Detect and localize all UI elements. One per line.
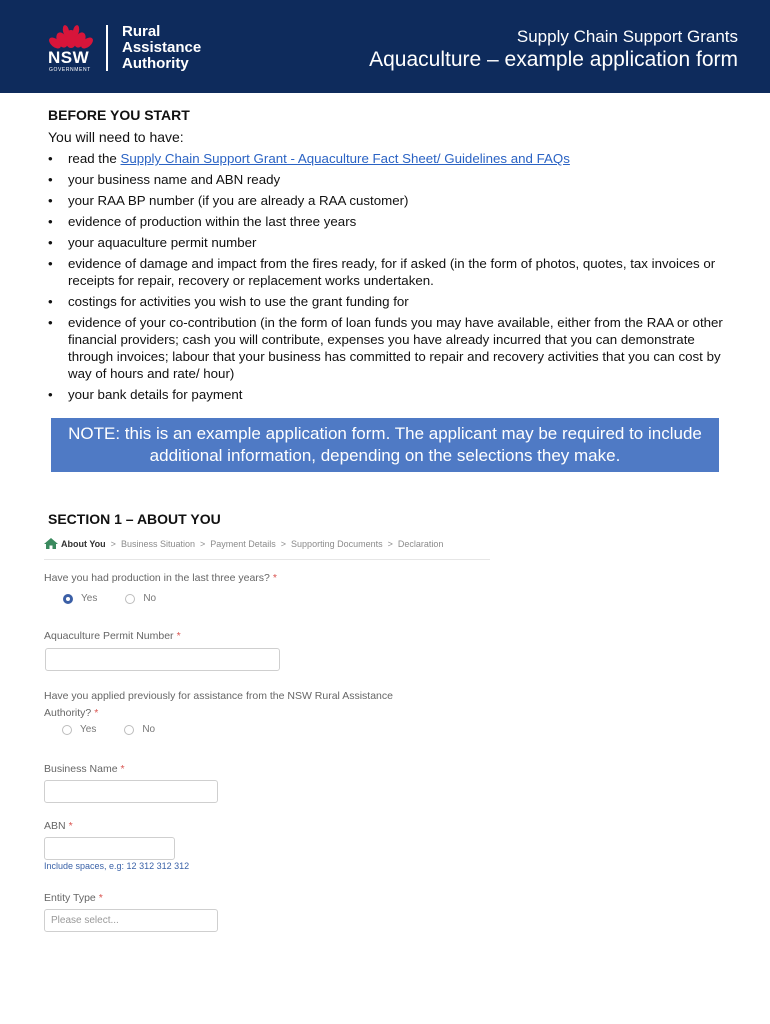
bullet-icon: • bbox=[48, 256, 53, 271]
fact-sheet-link[interactable]: Supply Chain Support Grant - Aquaculture Fact Sheet/ Guidelines and FAQs bbox=[120, 151, 570, 166]
applied-previously-label bbox=[44, 688, 393, 722]
header-title: Aquaculture – example application form bbox=[369, 48, 738, 71]
bullet-icon: • bbox=[48, 235, 53, 250]
required-mark: * bbox=[98, 892, 103, 904]
logo-org-name bbox=[122, 24, 201, 72]
bullet-icon: • bbox=[48, 214, 53, 229]
breadcrumb-step-declaration[interactable]: Declaration bbox=[397, 539, 444, 549]
applied-yes-radio[interactable] bbox=[62, 725, 72, 735]
abn-input[interactable] bbox=[44, 837, 175, 860]
breadcrumb-step-supporting-documents[interactable]: Supporting Documents bbox=[291, 539, 383, 549]
permit-label-text: Aquaculture Permit Number bbox=[44, 630, 174, 642]
list-item bbox=[48, 255, 728, 289]
production-question-label bbox=[44, 572, 277, 584]
bullet-icon: • bbox=[48, 387, 53, 402]
list-item-text: your aquaculture permit number bbox=[68, 235, 257, 250]
abn-hint: Include spaces, e.g: 12 312 312 312 bbox=[44, 861, 190, 871]
entity-type-placeholder: Please select... bbox=[51, 915, 119, 926]
breadcrumb-separator: > bbox=[387, 539, 393, 549]
applied-no-label: No bbox=[142, 724, 156, 735]
applied-no-option[interactable] bbox=[124, 724, 155, 735]
list-item bbox=[48, 314, 728, 382]
list-item bbox=[48, 386, 728, 403]
production-no-radio[interactable] bbox=[125, 594, 135, 604]
page-header bbox=[0, 0, 770, 93]
logo-org-line-2: Assistance bbox=[122, 39, 202, 56]
required-mark: * bbox=[120, 763, 125, 775]
nsw-raa-logo bbox=[46, 23, 226, 75]
applied-previously-label-line-1: Have you applied previously for assistance from the NSW Rural Assistance bbox=[44, 690, 393, 702]
example-form-note: NOTE: this is an example application form. The applicant may be required to include additional information, depending on the selections they make. bbox=[51, 418, 719, 472]
home-icon bbox=[44, 538, 58, 549]
business-name-input[interactable] bbox=[44, 780, 218, 803]
abn-label-text: ABN bbox=[44, 820, 66, 832]
applied-previously-label-line-2: Authority? bbox=[44, 707, 92, 719]
list-item-text: evidence of damage and impact from the fires ready, for if asked (in the form of photos, quotes, tax invoices or receipts for repair, recovery or replacement works undertaken. bbox=[68, 256, 716, 288]
form-steps-breadcrumb bbox=[44, 538, 490, 560]
production-yes-label: Yes bbox=[81, 593, 98, 604]
entity-type-label bbox=[44, 892, 103, 904]
permit-number-input[interactable] bbox=[45, 648, 280, 671]
list-item-text: costings for activities you wish to use the grant funding for bbox=[68, 294, 409, 309]
section-1-heading: SECTION 1 – ABOUT YOU bbox=[48, 511, 221, 527]
applied-yes-label: Yes bbox=[80, 724, 97, 735]
before-you-start-intro: You will need to have: bbox=[48, 129, 184, 145]
permit-number-label bbox=[44, 630, 181, 642]
breadcrumb-step-payment-details[interactable]: Payment Details bbox=[210, 539, 276, 549]
bullet-icon: • bbox=[48, 172, 53, 187]
abn-label bbox=[44, 820, 73, 832]
bullet-icon: • bbox=[48, 193, 53, 208]
logo-divider bbox=[106, 25, 108, 71]
logo-government-text: GOVERNMENT bbox=[49, 67, 91, 73]
bullet-icon: • bbox=[48, 151, 53, 166]
applied-no-radio[interactable] bbox=[124, 725, 134, 735]
list-item-text: your business name and ABN ready bbox=[68, 172, 281, 187]
production-yes-option[interactable] bbox=[63, 593, 97, 604]
entity-type-label-text: Entity Type bbox=[44, 892, 96, 904]
breadcrumb-separator: > bbox=[199, 539, 206, 549]
production-yes-radio[interactable] bbox=[63, 594, 73, 604]
requirements-list bbox=[48, 150, 728, 407]
required-mark: * bbox=[94, 707, 99, 719]
list-item-text: your RAA BP number (if you are already a RAA customer) bbox=[68, 193, 409, 208]
breadcrumb-step-about-you[interactable]: About You bbox=[61, 539, 106, 549]
list-item-text: evidence of production within the last three years bbox=[68, 214, 357, 229]
list-item-text: your bank details for payment bbox=[68, 387, 243, 402]
business-name-label bbox=[44, 763, 125, 775]
list-item bbox=[48, 234, 728, 251]
business-name-label-text: Business Name bbox=[44, 763, 118, 775]
logo-org-line-3: Authority bbox=[122, 55, 189, 72]
required-mark: * bbox=[272, 572, 277, 584]
breadcrumb-separator: > bbox=[280, 539, 287, 549]
list-item-prefix: read the bbox=[68, 151, 121, 166]
production-no-label: No bbox=[143, 593, 157, 604]
list-item bbox=[48, 192, 728, 209]
list-item bbox=[48, 293, 728, 310]
entity-type-select[interactable] bbox=[44, 909, 218, 932]
list-item bbox=[48, 150, 728, 167]
breadcrumb-separator: > bbox=[110, 539, 116, 549]
required-mark: * bbox=[68, 820, 73, 832]
applied-previously-radio-group bbox=[62, 724, 183, 735]
bullet-icon: • bbox=[48, 294, 53, 309]
applied-yes-option[interactable] bbox=[62, 724, 96, 735]
production-radio-group bbox=[63, 593, 184, 604]
breadcrumb-step-business-situation[interactable]: Business Situation bbox=[120, 539, 195, 549]
list-item-text: evidence of your co-contribution (in the form of loan funds you may have available, either from the RAA or other financial providers; cash you will contribute, expenses you have already incurred that you can demonstrate through invoices; labour that your business has committed to repair and recovery activities that you can cost by way of hours and rate/ hour) bbox=[68, 315, 723, 381]
bullet-icon: • bbox=[48, 315, 53, 330]
before-you-start-heading: BEFORE YOU START bbox=[48, 107, 190, 123]
list-item bbox=[48, 171, 728, 188]
required-mark: * bbox=[176, 630, 181, 642]
logo-org-line-1: Rural bbox=[122, 23, 161, 40]
logo-nsw-text: NSW bbox=[48, 48, 90, 67]
list-item bbox=[48, 213, 728, 230]
production-no-option[interactable] bbox=[125, 593, 156, 604]
production-label-text: Have you had production in the last three years? bbox=[44, 572, 270, 584]
header-subtitle: Supply Chain Support Grants bbox=[516, 27, 738, 46]
